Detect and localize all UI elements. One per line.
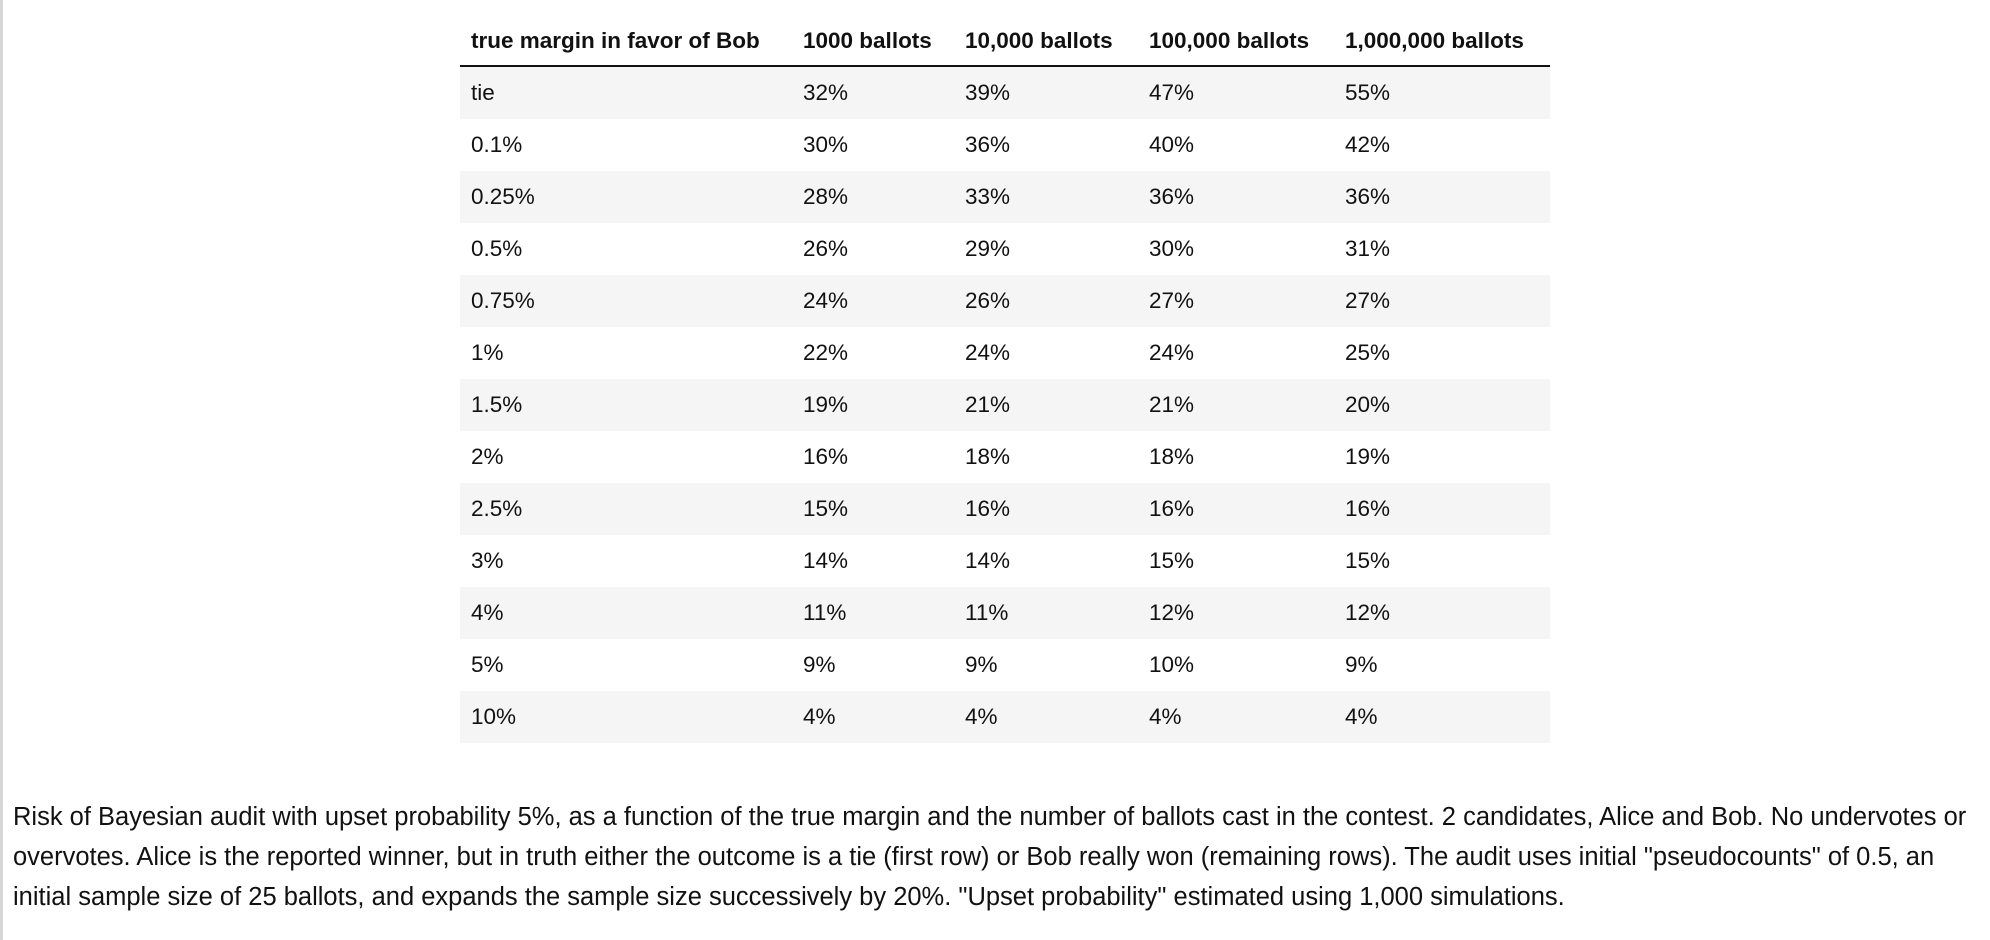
cell-margin: 1% <box>460 327 792 379</box>
table-body <box>460 66 1550 743</box>
cell-1000-ballots: 15% <box>792 483 954 535</box>
cell-100000-ballots: 18% <box>1138 431 1334 483</box>
cell-1000000-ballots: 42% <box>1334 119 1550 171</box>
cell-margin: 0.1% <box>460 119 792 171</box>
cell-10000-ballots: 24% <box>954 327 1138 379</box>
cell-1000-ballots: 4% <box>792 691 954 743</box>
header-row <box>460 16 1550 66</box>
cell-100000-ballots: 30% <box>1138 223 1334 275</box>
cell-10000-ballots: 36% <box>954 119 1138 171</box>
table-row <box>460 535 1550 587</box>
table-row <box>460 691 1550 743</box>
cell-100000-ballots: 15% <box>1138 535 1334 587</box>
cell-1000-ballots: 11% <box>792 587 954 639</box>
left-border-rule <box>0 0 3 940</box>
cell-margin: 0.25% <box>460 171 792 223</box>
cell-10000-ballots: 14% <box>954 535 1138 587</box>
table-row <box>460 66 1550 119</box>
cell-1000-ballots: 16% <box>792 431 954 483</box>
cell-margin: 0.75% <box>460 275 792 327</box>
header-cell-1000-ballots: 1000 ballots <box>792 16 954 66</box>
cell-100000-ballots: 24% <box>1138 327 1334 379</box>
cell-1000-ballots: 22% <box>792 327 954 379</box>
table-row <box>460 119 1550 171</box>
cell-margin: 5% <box>460 639 792 691</box>
cell-1000000-ballots: 25% <box>1334 327 1550 379</box>
table-row <box>460 327 1550 379</box>
cell-1000-ballots: 32% <box>792 66 954 119</box>
cell-1000000-ballots: 4% <box>1334 691 1550 743</box>
cell-100000-ballots: 40% <box>1138 119 1334 171</box>
cell-100000-ballots: 21% <box>1138 379 1334 431</box>
header-cell-1000000-ballots: 1,000,000 ballots <box>1334 16 1550 66</box>
cell-1000000-ballots: 16% <box>1334 483 1550 535</box>
cell-1000000-ballots: 27% <box>1334 275 1550 327</box>
header-cell-10000-ballots: 10,000 ballots <box>954 16 1138 66</box>
cell-1000000-ballots: 9% <box>1334 639 1550 691</box>
table-row <box>460 483 1550 535</box>
cell-margin: tie <box>460 66 792 119</box>
cell-1000000-ballots: 15% <box>1334 535 1550 587</box>
cell-10000-ballots: 18% <box>954 431 1138 483</box>
cell-margin: 4% <box>460 587 792 639</box>
cell-margin: 1.5% <box>460 379 792 431</box>
cell-100000-ballots: 4% <box>1138 691 1334 743</box>
table-header <box>460 16 1550 66</box>
table-row <box>460 431 1550 483</box>
table-row <box>460 223 1550 275</box>
cell-10000-ballots: 11% <box>954 587 1138 639</box>
table-row <box>460 379 1550 431</box>
cell-10000-ballots: 33% <box>954 171 1138 223</box>
cell-1000000-ballots: 36% <box>1334 171 1550 223</box>
cell-1000000-ballots: 31% <box>1334 223 1550 275</box>
cell-margin: 10% <box>460 691 792 743</box>
cell-1000-ballots: 30% <box>792 119 954 171</box>
cell-100000-ballots: 36% <box>1138 171 1334 223</box>
cell-1000-ballots: 19% <box>792 379 954 431</box>
cell-1000-ballots: 28% <box>792 171 954 223</box>
cell-1000000-ballots: 12% <box>1334 587 1550 639</box>
cell-10000-ballots: 9% <box>954 639 1138 691</box>
cell-10000-ballots: 26% <box>954 275 1138 327</box>
cell-1000-ballots: 26% <box>792 223 954 275</box>
cell-10000-ballots: 16% <box>954 483 1138 535</box>
table-row <box>460 171 1550 223</box>
audit-risk-table <box>460 16 1550 743</box>
cell-margin: 2.5% <box>460 483 792 535</box>
cell-1000-ballots: 9% <box>792 639 954 691</box>
cell-100000-ballots: 16% <box>1138 483 1334 535</box>
cell-100000-ballots: 10% <box>1138 639 1334 691</box>
cell-margin: 0.5% <box>460 223 792 275</box>
header-cell-margin: true margin in favor of Bob <box>460 16 792 66</box>
header-cell-100000-ballots: 100,000 ballots <box>1138 16 1334 66</box>
results-table-container <box>460 16 1550 743</box>
cell-100000-ballots: 27% <box>1138 275 1334 327</box>
cell-1000000-ballots: 20% <box>1334 379 1550 431</box>
cell-100000-ballots: 12% <box>1138 587 1334 639</box>
cell-10000-ballots: 29% <box>954 223 1138 275</box>
cell-100000-ballots: 47% <box>1138 66 1334 119</box>
cell-10000-ballots: 4% <box>954 691 1138 743</box>
table-row <box>460 275 1550 327</box>
cell-margin: 3% <box>460 535 792 587</box>
table-row <box>460 587 1550 639</box>
cell-10000-ballots: 39% <box>954 66 1138 119</box>
cell-1000000-ballots: 55% <box>1334 66 1550 119</box>
table-row <box>460 639 1550 691</box>
cell-margin: 2% <box>460 431 792 483</box>
cell-1000-ballots: 24% <box>792 275 954 327</box>
cell-10000-ballots: 21% <box>954 379 1138 431</box>
cell-1000000-ballots: 19% <box>1334 431 1550 483</box>
cell-1000-ballots: 14% <box>792 535 954 587</box>
table-caption: Risk of Bayesian audit with upset probability 5%, as a function of the true margin and the number of ballots cast in the contest. 2 candidates, Alice and Bob. No undervotes or overvotes. Alice is the reported winner, but in truth either the outcome is a tie (first row) or Bob really won (remaining rows). The audit uses initial "pseudocounts" of 0.5, an initial sample size of 25 ballots, and expands the sample size successively by 20%. "Upset probability" estimated using 1,000 simulations. <box>13 802 1967 911</box>
